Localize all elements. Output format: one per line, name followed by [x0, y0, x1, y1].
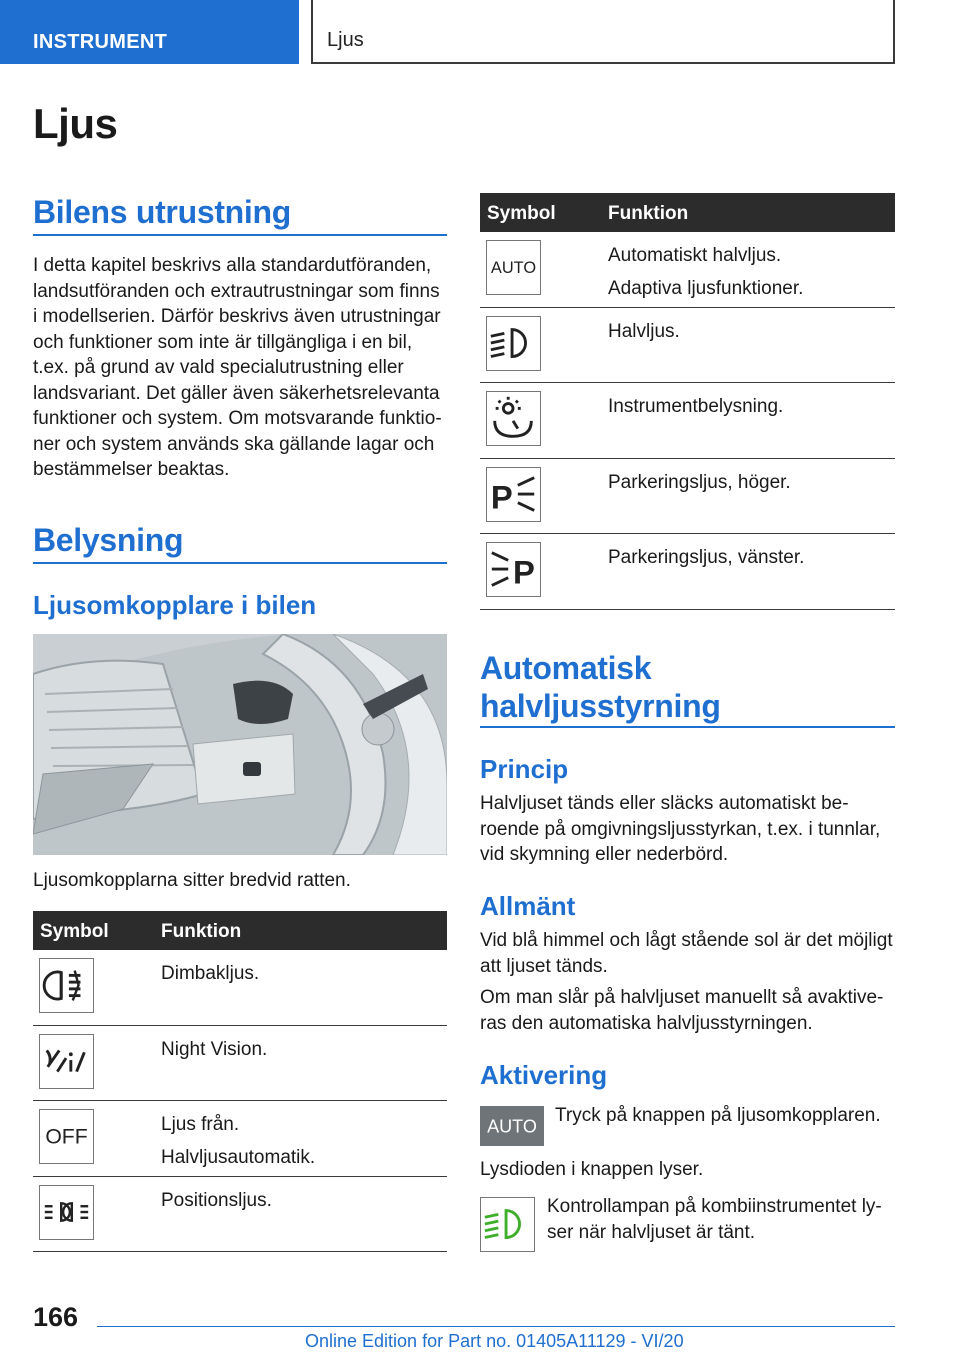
- footer-rule: [97, 1326, 895, 1327]
- night-vision-icon: [39, 1034, 94, 1089]
- equipment-heading-rule: [33, 234, 447, 236]
- principle-heading: Princip: [480, 754, 569, 784]
- function-text: Automatiskt halvljus. Adaptiva ljusfunktioner.: [608, 245, 804, 299]
- switch-heading: Ljusomkopplare i bilen: [33, 590, 317, 620]
- low-beam-indicator-icon: [480, 1197, 535, 1252]
- page-title: Ljus: [33, 100, 118, 147]
- function-text: Ljus från. Halvljusautomatik.: [161, 1114, 316, 1169]
- activation-heading: Aktivering: [480, 1060, 608, 1090]
- parking-light-right-icon: [486, 467, 541, 522]
- function-text: Positionsljus.: [161, 1189, 272, 1211]
- position-lights-icon: [39, 1185, 94, 1240]
- light-switch-photo: [33, 634, 447, 855]
- function-text: Night Vision.: [161, 1038, 268, 1060]
- table-row: [480, 534, 895, 610]
- general-paragraph-1: Vid blå himmel och lågt stående sol är det möjligt att ljuset tänds.: [480, 930, 893, 977]
- page-number: 166: [33, 1302, 79, 1332]
- auto-icon-text: AUTO: [490, 258, 537, 277]
- general-paragraph-2: Om man slår på halvljuset manuellt så avaktive-ras den automatiska halvljusstyrningen.: [480, 987, 884, 1034]
- edition-text: Online Edition for Part no. 01405A11129 - VI/20: [305, 1331, 684, 1351]
- lighting-heading: Belysning: [33, 522, 184, 558]
- table-row: [33, 1101, 447, 1177]
- section-label: INSTRUMENT: [33, 31, 168, 53]
- column-header-function: Funktion: [161, 921, 242, 942]
- topic-label: Ljus: [327, 29, 364, 51]
- table-row: [33, 1177, 447, 1253]
- equipment-text: I detta kapitel beskrivs alla standardutföranden, landsutföranden och extrautrustningar som finns i modellserien. Därför beskrivs även utrustningar och funktioner som inte är tillgängliga i en bil, t.ex. på grund av vald specialutrustning eller landsvariant. Det gäller även säkerhetsrelevanta funktioner och system. Om motsvarande funktio-ner och system används ska gällande lagar och bestämmelser beaktas.: [33, 255, 442, 480]
- topic-box: [311, 0, 895, 64]
- auto-low-beam-heading-rule: [480, 726, 895, 728]
- parking-light-left-icon: [486, 542, 541, 597]
- auto-icon: [486, 240, 541, 295]
- off-icon-text: OFF: [45, 1125, 88, 1149]
- table-row: [480, 459, 895, 535]
- low-beam-icon: [486, 316, 541, 371]
- column-header-symbol: Symbol: [487, 203, 556, 224]
- svg-text:P: P: [490, 478, 513, 516]
- svg-text:P: P: [513, 553, 535, 591]
- activation-text: Tryck på knappen på ljusomkopplaren.: [555, 1105, 881, 1126]
- table-row: [33, 950, 447, 1026]
- principle-text: Halvljuset tänds eller släcks automatiskt be-roende på omgivningsljusstyrkan, t.ex. i tunnlar, vid skymning eller nederbörd.: [480, 793, 881, 865]
- table-row: [480, 308, 895, 384]
- led-text: Lysdioden i knappen lyser.: [480, 1159, 704, 1180]
- rear-fog-light-icon: [39, 958, 94, 1013]
- column-header-symbol: Symbol: [40, 921, 109, 942]
- photo-caption: Ljusomkopplarna sitter bredvid ratten.: [33, 870, 351, 891]
- auto-button-icon: [480, 1106, 544, 1146]
- table-header: [480, 193, 895, 232]
- auto-low-beam-heading: Automatisk halvljusstyrning: [480, 650, 721, 724]
- general-heading: Allmänt: [480, 891, 576, 921]
- function-text: Parkeringsljus, vänster.: [608, 547, 805, 569]
- function-text: Halvljus.: [608, 320, 680, 342]
- indicator-text: Kontrollampan på kombiinstrumentet ly-ser när halvljuset är tänt.: [547, 1196, 882, 1243]
- section-tab: [0, 0, 299, 64]
- function-text: Dimbakljus.: [161, 963, 260, 984]
- instrument-lighting-icon: [486, 391, 541, 446]
- function-text: Instrumentbelysning.: [608, 396, 784, 418]
- table-row: [480, 383, 895, 459]
- left-symbol-table: [33, 911, 447, 1252]
- column-header-function: Funktion: [608, 203, 689, 224]
- right-symbol-table: [480, 193, 895, 610]
- function-text: Parkeringsljus, höger.: [608, 471, 791, 493]
- table-row: [480, 232, 895, 308]
- off-icon: [39, 1109, 94, 1164]
- table-row: [33, 1026, 447, 1102]
- table-header: [33, 911, 447, 950]
- general-text: [480, 928, 898, 1036]
- auto-button-text: AUTO: [487, 1116, 537, 1137]
- lighting-heading-rule: [33, 562, 447, 564]
- equipment-heading: Bilens utrustning: [33, 194, 292, 230]
